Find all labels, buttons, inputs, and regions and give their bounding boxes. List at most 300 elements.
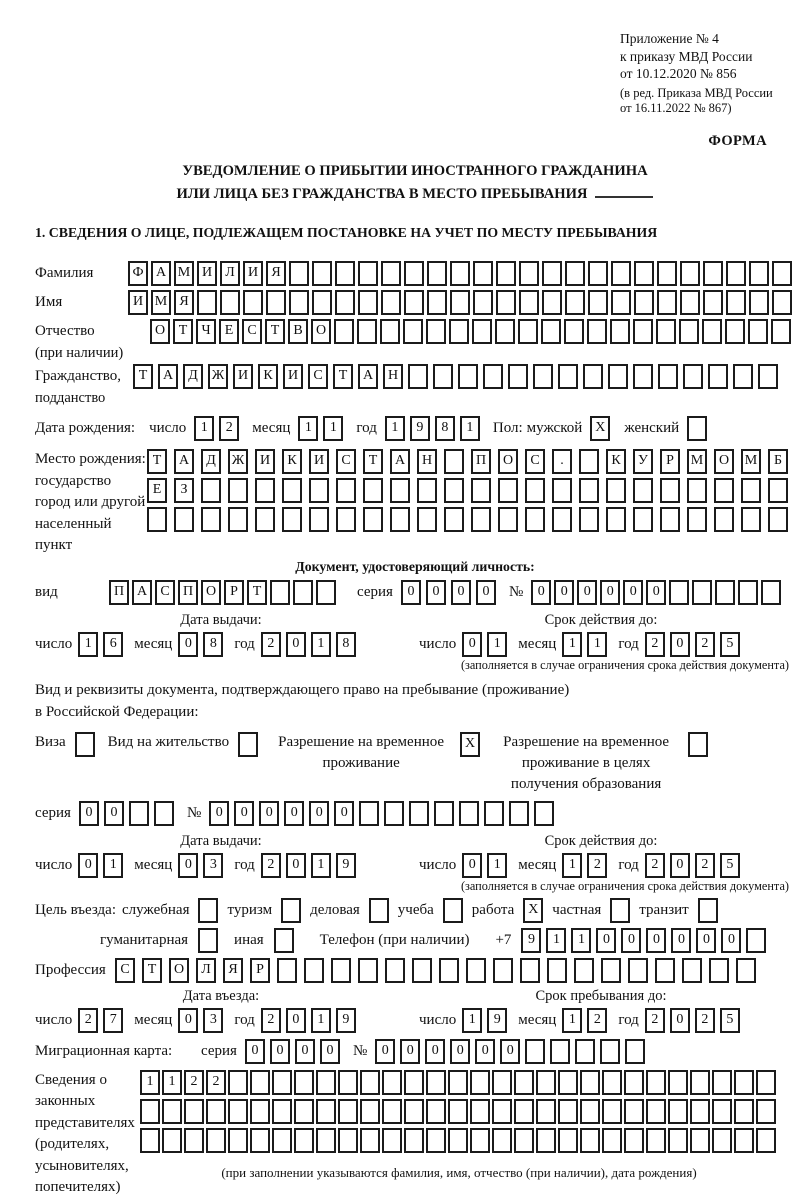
char-cell[interactable] bbox=[542, 261, 562, 286]
char-cell[interactable]: 0 bbox=[309, 801, 329, 826]
char-cell[interactable]: М bbox=[687, 449, 707, 474]
char-cell[interactable] bbox=[433, 364, 453, 389]
char-cell[interactable]: 1 bbox=[103, 853, 123, 878]
char-cell[interactable] bbox=[601, 958, 621, 983]
char-cell[interactable] bbox=[426, 1070, 446, 1095]
char-cell[interactable]: А bbox=[151, 261, 171, 286]
char-cell[interactable] bbox=[574, 958, 594, 983]
char-cell[interactable] bbox=[272, 1070, 292, 1095]
char-cell[interactable] bbox=[534, 801, 554, 826]
char-cell[interactable]: О bbox=[498, 449, 518, 474]
char-cell[interactable] bbox=[449, 319, 469, 344]
char-cell[interactable]: И bbox=[283, 364, 303, 389]
char-cell[interactable] bbox=[184, 1128, 204, 1153]
char-cell[interactable]: Д bbox=[183, 364, 203, 389]
char-cell[interactable] bbox=[580, 1128, 600, 1153]
char-cell[interactable]: 0 bbox=[462, 632, 482, 657]
char-cell[interactable] bbox=[255, 478, 275, 503]
char-cell[interactable]: 1 bbox=[311, 853, 331, 878]
char-cell[interactable]: 1 bbox=[562, 1008, 582, 1033]
char-cell[interactable] bbox=[495, 319, 515, 344]
char-cell[interactable] bbox=[448, 1099, 468, 1124]
char-cell[interactable] bbox=[646, 1128, 666, 1153]
char-cell[interactable]: 9 bbox=[410, 416, 430, 441]
char-cell[interactable]: С bbox=[525, 449, 545, 474]
char-cell[interactable] bbox=[736, 958, 756, 983]
char-cell[interactable] bbox=[772, 261, 792, 286]
char-cell[interactable] bbox=[679, 319, 699, 344]
char-cell[interactable]: 0 bbox=[500, 1039, 520, 1064]
purpose-tourism-checkbox[interactable] bbox=[281, 898, 301, 923]
char-cell[interactable] bbox=[761, 580, 781, 605]
char-cell[interactable] bbox=[201, 478, 221, 503]
char-cell[interactable] bbox=[646, 1099, 666, 1124]
purpose-private-checkbox[interactable] bbox=[610, 898, 630, 923]
char-cell[interactable] bbox=[228, 1070, 248, 1095]
char-cell[interactable] bbox=[448, 1070, 468, 1095]
char-cell[interactable]: С bbox=[242, 319, 262, 344]
char-cell[interactable]: 0 bbox=[209, 801, 229, 826]
char-cell[interactable] bbox=[692, 580, 712, 605]
char-cell[interactable]: М bbox=[151, 290, 171, 315]
char-cell[interactable]: С bbox=[155, 580, 175, 605]
char-cell[interactable] bbox=[536, 1099, 556, 1124]
purpose-official-checkbox[interactable] bbox=[198, 898, 218, 923]
char-cell[interactable]: 0 bbox=[646, 580, 666, 605]
char-cell[interactable]: 1 bbox=[562, 853, 582, 878]
char-cell[interactable] bbox=[184, 1099, 204, 1124]
char-cell[interactable] bbox=[514, 1070, 534, 1095]
char-cell[interactable] bbox=[646, 1070, 666, 1095]
char-cell[interactable] bbox=[519, 261, 539, 286]
char-cell[interactable] bbox=[201, 507, 221, 532]
char-cell[interactable] bbox=[690, 1128, 710, 1153]
char-cell[interactable]: И bbox=[309, 449, 329, 474]
char-cell[interactable] bbox=[384, 801, 404, 826]
char-cell[interactable] bbox=[588, 261, 608, 286]
char-cell[interactable] bbox=[498, 507, 518, 532]
char-cell[interactable] bbox=[197, 290, 217, 315]
char-cell[interactable] bbox=[552, 507, 572, 532]
char-cell[interactable] bbox=[228, 507, 248, 532]
char-cell[interactable] bbox=[129, 801, 149, 826]
char-cell[interactable]: Т bbox=[147, 449, 167, 474]
char-cell[interactable] bbox=[338, 1128, 358, 1153]
char-cell[interactable] bbox=[220, 290, 240, 315]
char-cell[interactable] bbox=[608, 364, 628, 389]
char-cell[interactable]: Л bbox=[196, 958, 216, 983]
char-cell[interactable]: И bbox=[197, 261, 217, 286]
char-cell[interactable] bbox=[404, 1128, 424, 1153]
char-cell[interactable]: М bbox=[741, 449, 761, 474]
char-cell[interactable] bbox=[335, 290, 355, 315]
char-cell[interactable]: 3 bbox=[203, 1008, 223, 1033]
char-cell[interactable] bbox=[404, 290, 424, 315]
char-cell[interactable] bbox=[733, 364, 753, 389]
char-cell[interactable]: П bbox=[109, 580, 129, 605]
char-cell[interactable]: 0 bbox=[531, 580, 551, 605]
char-cell[interactable] bbox=[558, 1128, 578, 1153]
char-cell[interactable]: О bbox=[169, 958, 189, 983]
char-cell[interactable]: 2 bbox=[645, 632, 665, 657]
char-cell[interactable] bbox=[771, 319, 791, 344]
char-cell[interactable] bbox=[448, 1128, 468, 1153]
char-cell[interactable]: Р bbox=[224, 580, 244, 605]
char-cell[interactable] bbox=[602, 1128, 622, 1153]
char-cell[interactable]: В bbox=[288, 319, 308, 344]
char-cell[interactable] bbox=[655, 958, 675, 983]
char-cell[interactable]: 3 bbox=[203, 853, 223, 878]
char-cell[interactable] bbox=[250, 1128, 270, 1153]
char-cell[interactable] bbox=[564, 319, 584, 344]
char-cell[interactable]: 9 bbox=[336, 1008, 356, 1033]
purpose-study-checkbox[interactable] bbox=[443, 898, 463, 923]
char-cell[interactable] bbox=[610, 319, 630, 344]
char-cell[interactable] bbox=[625, 1039, 645, 1064]
char-cell[interactable]: Е bbox=[147, 478, 167, 503]
char-cell[interactable] bbox=[228, 478, 248, 503]
char-cell[interactable] bbox=[741, 478, 761, 503]
char-cell[interactable]: 2 bbox=[78, 1008, 98, 1033]
char-cell[interactable]: 0 bbox=[245, 1039, 265, 1064]
char-cell[interactable] bbox=[266, 290, 286, 315]
residence-permit-checkbox[interactable] bbox=[238, 732, 258, 757]
char-cell[interactable] bbox=[680, 261, 700, 286]
char-cell[interactable]: Я bbox=[266, 261, 286, 286]
char-cell[interactable] bbox=[412, 958, 432, 983]
char-cell[interactable]: 0 bbox=[596, 928, 616, 953]
char-cell[interactable] bbox=[381, 290, 401, 315]
char-cell[interactable] bbox=[466, 958, 486, 983]
char-cell[interactable]: 7 bbox=[103, 1008, 123, 1033]
char-cell[interactable]: 0 bbox=[375, 1039, 395, 1064]
char-cell[interactable] bbox=[690, 1070, 710, 1095]
char-cell[interactable]: Д bbox=[201, 449, 221, 474]
char-cell[interactable] bbox=[600, 1039, 620, 1064]
char-cell[interactable] bbox=[471, 507, 491, 532]
char-cell[interactable]: Ч bbox=[196, 319, 216, 344]
char-cell[interactable] bbox=[660, 507, 680, 532]
char-cell[interactable]: С bbox=[308, 364, 328, 389]
temp-residence-education-checkbox[interactable] bbox=[688, 732, 708, 757]
char-cell[interactable]: Ф bbox=[128, 261, 148, 286]
char-cell[interactable] bbox=[426, 319, 446, 344]
char-cell[interactable] bbox=[450, 261, 470, 286]
char-cell[interactable]: А bbox=[132, 580, 152, 605]
char-cell[interactable] bbox=[385, 958, 405, 983]
char-cell[interactable] bbox=[470, 1128, 490, 1153]
char-cell[interactable] bbox=[294, 1070, 314, 1095]
char-cell[interactable] bbox=[624, 1099, 644, 1124]
char-cell[interactable] bbox=[417, 478, 437, 503]
char-cell[interactable]: А bbox=[174, 449, 194, 474]
char-cell[interactable]: 0 bbox=[79, 801, 99, 826]
char-cell[interactable]: 2 bbox=[645, 1008, 665, 1033]
char-cell[interactable] bbox=[492, 1128, 512, 1153]
char-cell[interactable]: 5 bbox=[720, 853, 740, 878]
char-cell[interactable] bbox=[289, 290, 309, 315]
char-cell[interactable]: 2 bbox=[587, 1008, 607, 1033]
char-cell[interactable] bbox=[304, 958, 324, 983]
char-cell[interactable]: Н bbox=[417, 449, 437, 474]
char-cell[interactable] bbox=[624, 1128, 644, 1153]
char-cell[interactable]: 1 bbox=[571, 928, 591, 953]
char-cell[interactable] bbox=[703, 290, 723, 315]
char-cell[interactable] bbox=[583, 364, 603, 389]
char-cell[interactable] bbox=[426, 1128, 446, 1153]
char-cell[interactable]: К bbox=[606, 449, 626, 474]
char-cell[interactable] bbox=[633, 364, 653, 389]
char-cell[interactable] bbox=[294, 1099, 314, 1124]
char-cell[interactable]: 0 bbox=[670, 853, 690, 878]
char-cell[interactable] bbox=[360, 1070, 380, 1095]
char-cell[interactable] bbox=[427, 261, 447, 286]
char-cell[interactable] bbox=[565, 261, 585, 286]
char-cell[interactable]: О bbox=[150, 319, 170, 344]
char-cell[interactable] bbox=[772, 290, 792, 315]
char-cell[interactable] bbox=[473, 261, 493, 286]
char-cell[interactable] bbox=[734, 1128, 754, 1153]
char-cell[interactable]: 1 bbox=[587, 632, 607, 657]
char-cell[interactable]: 1 bbox=[162, 1070, 182, 1095]
char-cell[interactable] bbox=[712, 1128, 732, 1153]
char-cell[interactable]: 0 bbox=[286, 1008, 306, 1033]
char-cell[interactable] bbox=[611, 261, 631, 286]
char-cell[interactable] bbox=[309, 507, 329, 532]
char-cell[interactable] bbox=[358, 261, 378, 286]
char-cell[interactable]: Я bbox=[223, 958, 243, 983]
char-cell[interactable] bbox=[336, 478, 356, 503]
char-cell[interactable] bbox=[714, 507, 734, 532]
char-cell[interactable]: И bbox=[233, 364, 253, 389]
char-cell[interactable]: 0 bbox=[286, 853, 306, 878]
char-cell[interactable] bbox=[758, 364, 778, 389]
char-cell[interactable]: М bbox=[174, 261, 194, 286]
char-cell[interactable] bbox=[162, 1128, 182, 1153]
char-cell[interactable]: 0 bbox=[696, 928, 716, 953]
char-cell[interactable]: 6 bbox=[103, 632, 123, 657]
char-cell[interactable] bbox=[709, 958, 729, 983]
char-cell[interactable] bbox=[657, 261, 677, 286]
char-cell[interactable]: П bbox=[178, 580, 198, 605]
char-cell[interactable] bbox=[382, 1128, 402, 1153]
char-cell[interactable] bbox=[703, 261, 723, 286]
char-cell[interactable] bbox=[294, 1128, 314, 1153]
char-cell[interactable] bbox=[338, 1099, 358, 1124]
char-cell[interactable]: 0 bbox=[425, 1039, 445, 1064]
char-cell[interactable] bbox=[358, 290, 378, 315]
char-cell[interactable] bbox=[404, 1099, 424, 1124]
char-cell[interactable]: Т bbox=[247, 580, 267, 605]
char-cell[interactable] bbox=[541, 319, 561, 344]
char-cell[interactable] bbox=[484, 801, 504, 826]
char-cell[interactable]: 0 bbox=[320, 1039, 340, 1064]
char-cell[interactable] bbox=[656, 319, 676, 344]
char-cell[interactable] bbox=[316, 1070, 336, 1095]
char-cell[interactable] bbox=[444, 507, 464, 532]
char-cell[interactable] bbox=[628, 958, 648, 983]
char-cell[interactable] bbox=[359, 801, 379, 826]
char-cell[interactable] bbox=[404, 261, 424, 286]
char-cell[interactable] bbox=[228, 1099, 248, 1124]
char-cell[interactable] bbox=[493, 958, 513, 983]
char-cell[interactable]: 1 bbox=[311, 632, 331, 657]
char-cell[interactable] bbox=[508, 364, 528, 389]
char-cell[interactable]: 0 bbox=[401, 580, 421, 605]
char-cell[interactable] bbox=[518, 319, 538, 344]
char-cell[interactable]: 0 bbox=[234, 801, 254, 826]
char-cell[interactable]: 5 bbox=[720, 1008, 740, 1033]
char-cell[interactable] bbox=[749, 290, 769, 315]
char-cell[interactable] bbox=[381, 261, 401, 286]
char-cell[interactable]: Л bbox=[220, 261, 240, 286]
char-cell[interactable] bbox=[331, 958, 351, 983]
char-cell[interactable]: Т bbox=[363, 449, 383, 474]
char-cell[interactable]: К bbox=[282, 449, 302, 474]
char-cell[interactable] bbox=[708, 364, 728, 389]
char-cell[interactable]: Б bbox=[768, 449, 788, 474]
char-cell[interactable]: 0 bbox=[284, 801, 304, 826]
char-cell[interactable]: К bbox=[258, 364, 278, 389]
char-cell[interactable] bbox=[525, 1039, 545, 1064]
char-cell[interactable]: 1 bbox=[311, 1008, 331, 1033]
visa-checkbox[interactable] bbox=[75, 732, 95, 757]
char-cell[interactable] bbox=[558, 364, 578, 389]
char-cell[interactable] bbox=[360, 1099, 380, 1124]
char-cell[interactable]: 2 bbox=[206, 1070, 226, 1095]
char-cell[interactable] bbox=[496, 290, 516, 315]
char-cell[interactable] bbox=[312, 261, 332, 286]
char-cell[interactable]: Ж bbox=[208, 364, 228, 389]
char-cell[interactable] bbox=[683, 364, 703, 389]
char-cell[interactable] bbox=[748, 319, 768, 344]
char-cell[interactable] bbox=[289, 261, 309, 286]
char-cell[interactable]: 0 bbox=[426, 580, 446, 605]
char-cell[interactable]: 0 bbox=[623, 580, 643, 605]
char-cell[interactable] bbox=[335, 261, 355, 286]
char-cell[interactable]: З bbox=[174, 478, 194, 503]
char-cell[interactable]: И bbox=[243, 261, 263, 286]
char-cell[interactable]: 1 bbox=[460, 416, 480, 441]
char-cell[interactable] bbox=[756, 1099, 776, 1124]
char-cell[interactable] bbox=[162, 1099, 182, 1124]
char-cell[interactable] bbox=[444, 478, 464, 503]
char-cell[interactable]: 0 bbox=[295, 1039, 315, 1064]
char-cell[interactable] bbox=[624, 1070, 644, 1095]
char-cell[interactable] bbox=[282, 507, 302, 532]
char-cell[interactable] bbox=[408, 364, 428, 389]
char-cell[interactable]: 2 bbox=[261, 632, 281, 657]
char-cell[interactable] bbox=[206, 1099, 226, 1124]
char-cell[interactable] bbox=[611, 290, 631, 315]
char-cell[interactable] bbox=[734, 1099, 754, 1124]
char-cell[interactable] bbox=[390, 507, 410, 532]
char-cell[interactable] bbox=[439, 958, 459, 983]
char-cell[interactable]: 1 bbox=[78, 632, 98, 657]
char-cell[interactable]: Р bbox=[660, 449, 680, 474]
char-cell[interactable]: Я bbox=[174, 290, 194, 315]
char-cell[interactable] bbox=[606, 478, 626, 503]
char-cell[interactable] bbox=[575, 1039, 595, 1064]
char-cell[interactable]: 0 bbox=[178, 853, 198, 878]
char-cell[interactable] bbox=[360, 1128, 380, 1153]
char-cell[interactable] bbox=[687, 478, 707, 503]
char-cell[interactable] bbox=[357, 319, 377, 344]
char-cell[interactable] bbox=[633, 319, 653, 344]
char-cell[interactable] bbox=[682, 958, 702, 983]
char-cell[interactable] bbox=[602, 1070, 622, 1095]
char-cell[interactable] bbox=[363, 478, 383, 503]
purpose-transit-checkbox[interactable] bbox=[698, 898, 718, 923]
char-cell[interactable] bbox=[409, 801, 429, 826]
char-cell[interactable]: 1 bbox=[323, 416, 343, 441]
char-cell[interactable] bbox=[668, 1070, 688, 1095]
char-cell[interactable]: 0 bbox=[670, 632, 690, 657]
char-cell[interactable] bbox=[579, 507, 599, 532]
char-cell[interactable]: Т bbox=[265, 319, 285, 344]
char-cell[interactable] bbox=[580, 1070, 600, 1095]
char-cell[interactable] bbox=[715, 580, 735, 605]
char-cell[interactable] bbox=[552, 478, 572, 503]
char-cell[interactable] bbox=[741, 507, 761, 532]
char-cell[interactable]: Т bbox=[133, 364, 153, 389]
char-cell[interactable]: 0 bbox=[621, 928, 641, 953]
char-cell[interactable]: 0 bbox=[476, 580, 496, 605]
char-cell[interactable] bbox=[434, 801, 454, 826]
char-cell[interactable]: 2 bbox=[645, 853, 665, 878]
char-cell[interactable]: 1 bbox=[298, 416, 318, 441]
char-cell[interactable] bbox=[536, 1070, 556, 1095]
char-cell[interactable] bbox=[558, 1099, 578, 1124]
char-cell[interactable] bbox=[519, 290, 539, 315]
char-cell[interactable] bbox=[309, 478, 329, 503]
char-cell[interactable]: 0 bbox=[178, 632, 198, 657]
char-cell[interactable] bbox=[634, 290, 654, 315]
char-cell[interactable] bbox=[417, 507, 437, 532]
char-cell[interactable] bbox=[382, 1099, 402, 1124]
char-cell[interactable]: 0 bbox=[646, 928, 666, 953]
char-cell[interactable]: Н bbox=[383, 364, 403, 389]
char-cell[interactable]: 0 bbox=[450, 1039, 470, 1064]
char-cell[interactable] bbox=[726, 290, 746, 315]
char-cell[interactable] bbox=[228, 1128, 248, 1153]
char-cell[interactable] bbox=[426, 1099, 446, 1124]
char-cell[interactable] bbox=[633, 507, 653, 532]
char-cell[interactable]: . bbox=[552, 449, 572, 474]
char-cell[interactable] bbox=[243, 290, 263, 315]
char-cell[interactable] bbox=[634, 261, 654, 286]
char-cell[interactable]: 0 bbox=[475, 1039, 495, 1064]
char-cell[interactable] bbox=[547, 958, 567, 983]
char-cell[interactable] bbox=[746, 928, 766, 953]
char-cell[interactable]: 0 bbox=[600, 580, 620, 605]
char-cell[interactable] bbox=[702, 319, 722, 344]
char-cell[interactable] bbox=[738, 580, 758, 605]
char-cell[interactable] bbox=[520, 958, 540, 983]
char-cell[interactable] bbox=[768, 507, 788, 532]
char-cell[interactable] bbox=[380, 319, 400, 344]
char-cell[interactable]: И bbox=[255, 449, 275, 474]
char-cell[interactable] bbox=[734, 1070, 754, 1095]
char-cell[interactable]: 2 bbox=[261, 853, 281, 878]
char-cell[interactable]: 8 bbox=[336, 632, 356, 657]
char-cell[interactable] bbox=[483, 364, 503, 389]
char-cell[interactable]: О bbox=[714, 449, 734, 474]
char-cell[interactable] bbox=[496, 261, 516, 286]
char-cell[interactable] bbox=[712, 1070, 732, 1095]
char-cell[interactable]: С bbox=[336, 449, 356, 474]
char-cell[interactable] bbox=[206, 1128, 226, 1153]
